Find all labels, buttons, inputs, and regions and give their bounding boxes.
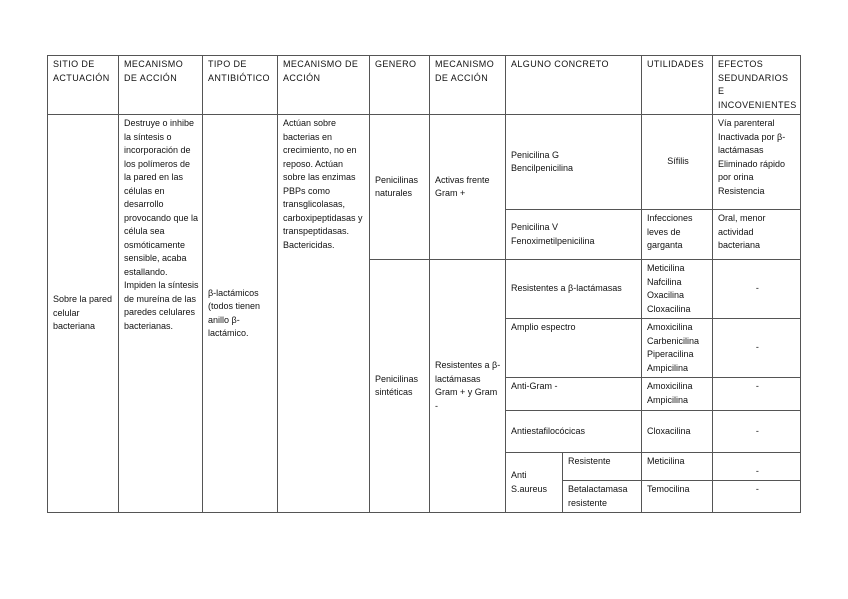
utilidades-cell: Infecciones leves de garganta xyxy=(642,210,713,260)
utilidades-cell: Meticilina xyxy=(642,453,713,481)
mecanismo-tipo-cell: Actúan sobre bacterias en crecimiento, no en reposo. Actúan sobre las enzimas PBPs como transglicolasas, carboxipeptidasas y transpeptidasas. Bactericidas. xyxy=(278,115,370,513)
utilidades-cell: Amoxicilina Carbenicilina Piperacilina Ampicilina xyxy=(642,319,713,378)
efectos-cell: - xyxy=(713,319,801,378)
header-utilidades: UTILIDADES xyxy=(642,56,713,115)
header-efectos: EFECTOS SEDUNDARIOS E INCOVENIENTES xyxy=(713,56,801,115)
efectos-cell: - xyxy=(713,260,801,319)
utilidades-cell: Cloxacilina xyxy=(642,411,713,453)
mecanismo-naturales-cell: Activas frente Gram + xyxy=(430,115,506,260)
header-sitio: SITIO DE ACTUACIÓN xyxy=(48,56,119,115)
sitio-cell: Sobre la pared celular bacteriana xyxy=(48,115,119,513)
utilidades-cell: Sífilis xyxy=(642,115,713,210)
efectos-cell: - xyxy=(713,481,801,513)
concreto-cell: Penicilina G Bencilpenicilina xyxy=(506,115,642,210)
concreto-cell: Anti-Gram - xyxy=(506,378,642,411)
sub-concreto-cell: Betalactamasa resistente xyxy=(563,481,642,513)
efectos-cell: Oral, menor actividad bacteriana xyxy=(713,210,801,260)
header-row xyxy=(48,56,801,115)
genero-sinteticas-cell: Penicilinas sintéticas xyxy=(370,260,430,513)
concreto-cell: Resistentes a β-lactámasas xyxy=(506,260,642,319)
efectos-cell: Vía parenteral Inactivada por β-lactámasas Eliminado rápido por orina Resistencia xyxy=(713,115,801,210)
genero-naturales-cell: Penicilinas naturales xyxy=(370,115,430,260)
utilidades-cell: Amoxicilina Ampicilina xyxy=(642,378,713,411)
anti-saureus-cell: Anti S.aureus xyxy=(506,453,563,513)
table-row xyxy=(48,115,801,210)
utilidades-cell: Temocilina xyxy=(642,481,713,513)
antibiotics-table xyxy=(47,55,801,513)
utilidades-cell: Meticilina Nafcilina Oxacilina Cloxacilina xyxy=(642,260,713,319)
efectos-cell: - xyxy=(713,411,801,453)
header-mecanismo: MECANISMO DE ACCIÓN xyxy=(430,56,506,115)
header-mecanismo: MECANISMO DE ACCIÓN xyxy=(278,56,370,115)
efectos-cell: - xyxy=(713,378,801,411)
mecanismo-sinteticas-cell: Resistentes a β-lactámasas Gram + y Gram - xyxy=(430,260,506,513)
concreto-cell: Antiestafilocócicas xyxy=(506,411,642,453)
sub-concreto-cell: Resistente xyxy=(563,453,642,481)
concreto-cell: Penicilina V Fenoximetilpenicilina xyxy=(506,210,642,260)
tipo-antibiotico-cell: β-lactámicos (todos tienen anillo β-lactámico. xyxy=(203,115,278,513)
header-tipo: TIPO DE ANTIBIÓTICO xyxy=(203,56,278,115)
header-mecanismo: MECANISMO DE ACCIÓN xyxy=(119,56,203,115)
header-alguno-concreto: ALGUNO CONCRETO xyxy=(506,56,642,115)
header-genero: GENERO xyxy=(370,56,430,115)
efectos-cell: - xyxy=(713,453,801,481)
concreto-cell: Amplio espectro xyxy=(506,319,642,378)
mecanismo-accion-cell: Destruye o inhibe la síntesis o incorporación de los polímeros de la pared en las células en desarrollo provocando que la célula sea osmóticamente sensible, acaba estallando. Impiden la síntesis de mureína de las paredes celulares bacterianas. xyxy=(119,115,203,513)
